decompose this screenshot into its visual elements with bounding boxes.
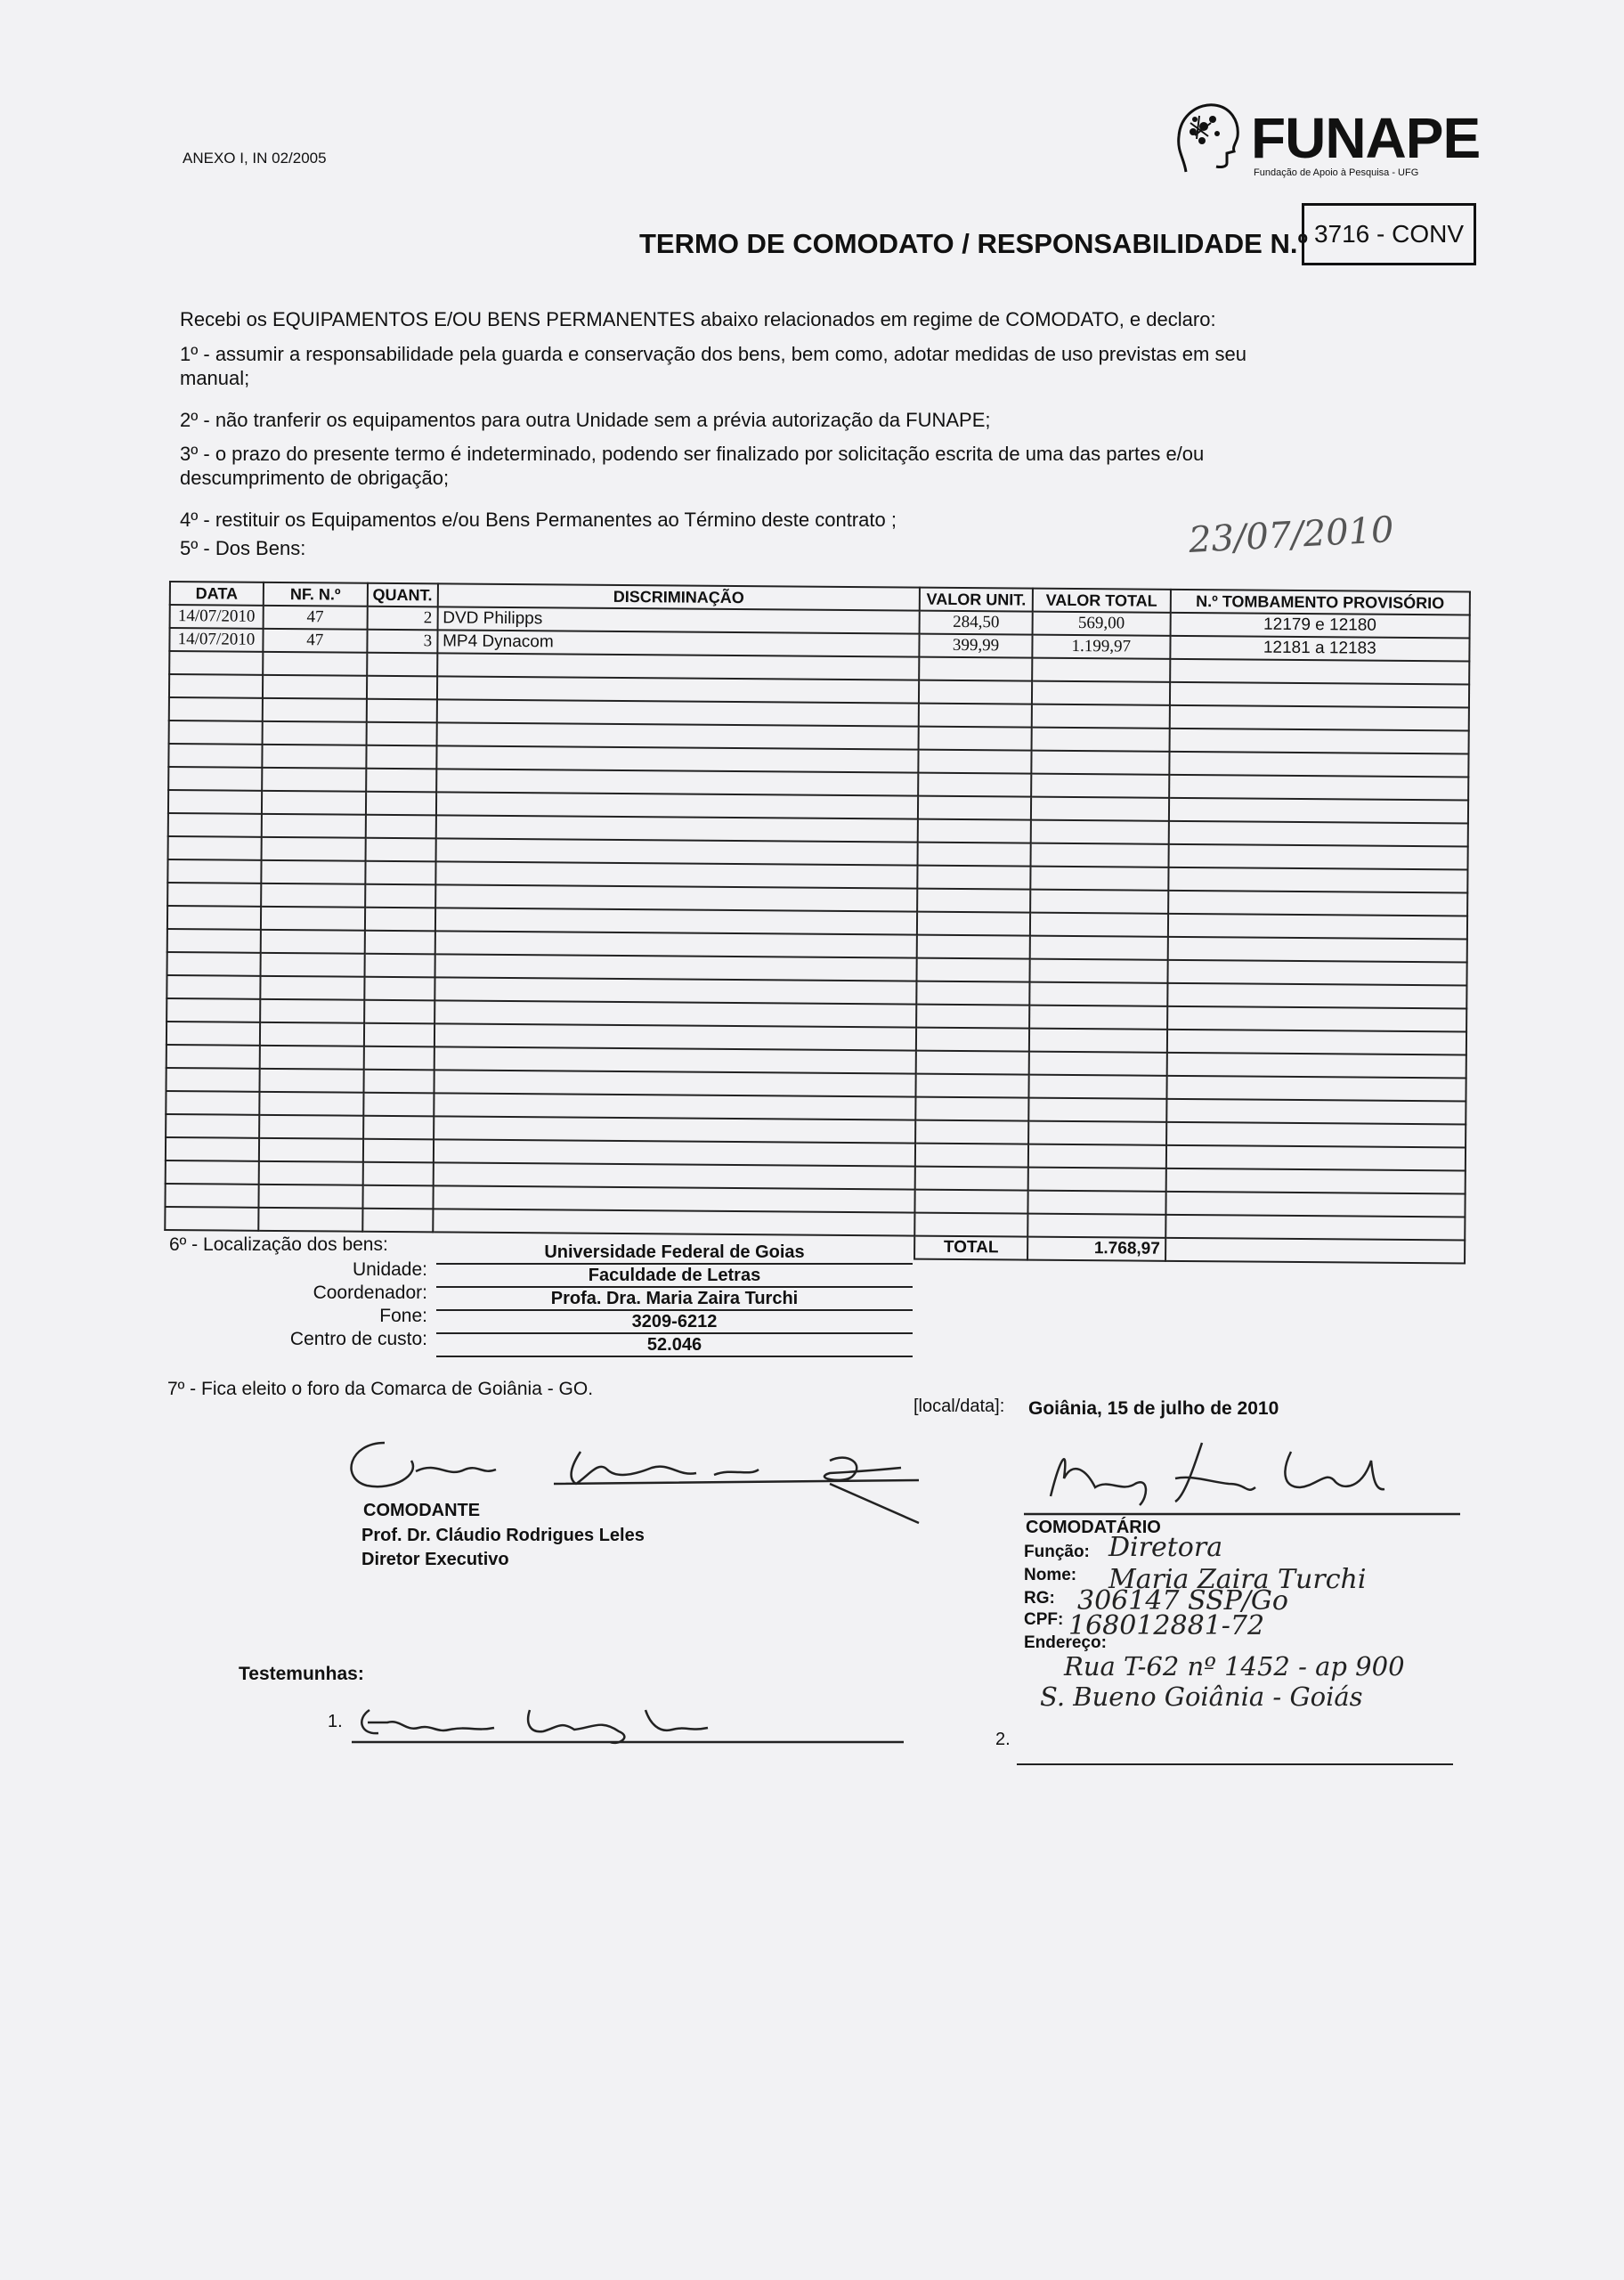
empty-cell bbox=[362, 1209, 433, 1233]
empty-cell bbox=[165, 1207, 258, 1231]
cell-total-value: 569,00 bbox=[1033, 612, 1171, 636]
empty-cell bbox=[263, 698, 367, 722]
empty-cell bbox=[1028, 1098, 1166, 1122]
empty-cell bbox=[1030, 936, 1168, 960]
empty-cell bbox=[365, 861, 435, 885]
empty-cell bbox=[1029, 1029, 1167, 1053]
empty-cell bbox=[262, 837, 366, 861]
empty-cell bbox=[258, 1208, 362, 1232]
empty-cell bbox=[260, 976, 364, 1000]
empty-cell bbox=[1029, 1006, 1167, 1030]
empty-cell bbox=[365, 838, 435, 862]
empty-cell bbox=[168, 790, 262, 814]
coordinator-value: Profa. Dra. Maria Zaira Turchi bbox=[436, 1289, 913, 1311]
empty-cell bbox=[364, 1000, 434, 1024]
empty-cell bbox=[915, 1190, 1028, 1214]
empty-cell bbox=[1030, 913, 1168, 937]
empty-cell bbox=[260, 1046, 364, 1070]
col-date: DATA bbox=[170, 582, 264, 606]
empty-cell bbox=[917, 889, 1030, 913]
local-data-value: Goiânia, 15 de julho de 2010 bbox=[1028, 1398, 1279, 1419]
empty-cell bbox=[1170, 659, 1469, 685]
empty-cell bbox=[1029, 959, 1167, 983]
empty-cell bbox=[262, 768, 366, 792]
cell-tombamento: 12179 e 12180 bbox=[1170, 613, 1469, 639]
empty-cell bbox=[166, 1045, 260, 1069]
empty-cell bbox=[1027, 1214, 1165, 1238]
col-nf: NF. N.º bbox=[264, 582, 368, 607]
witness-2-number: 2. bbox=[995, 1730, 1011, 1749]
empty-cell bbox=[919, 750, 1032, 774]
empty-cell bbox=[366, 699, 436, 723]
empty-cell bbox=[1165, 1168, 1465, 1194]
handwritten-date: 23/07/2010 bbox=[1187, 509, 1395, 562]
term-number-box bbox=[1302, 203, 1476, 265]
empty-cell bbox=[1028, 1168, 1166, 1192]
local-data-label: [local/data]: bbox=[914, 1396, 1005, 1416]
empty-cell bbox=[362, 1185, 433, 1209]
empty-cell bbox=[1169, 775, 1468, 801]
empty-cell bbox=[362, 1162, 433, 1186]
cell-qty: 3 bbox=[367, 630, 437, 654]
empty-cell bbox=[1168, 867, 1467, 893]
empty-cell bbox=[260, 1022, 364, 1046]
empty-cell bbox=[167, 859, 261, 884]
empty-cell bbox=[262, 745, 366, 769]
comodante-role: Diretor Executivo bbox=[361, 1550, 509, 1569]
witness-1-signature bbox=[352, 1692, 904, 1747]
empty-cell bbox=[917, 935, 1030, 959]
cell-nf: 47 bbox=[263, 629, 367, 653]
empty-cell bbox=[367, 676, 437, 700]
cost-center-label: Centro de custo: bbox=[289, 1329, 427, 1349]
empty-cell bbox=[1169, 752, 1468, 778]
empty-cell bbox=[1170, 682, 1469, 708]
empty-cell bbox=[1030, 890, 1168, 914]
clause-2: 2º - não tranferir os equipamentos para outra Unidade sem a prévia autorização da FUNAPE; bbox=[180, 409, 991, 431]
empty-cell bbox=[1166, 1076, 1466, 1102]
cell-date: 14/07/2010 bbox=[169, 628, 263, 652]
empty-cell bbox=[917, 958, 1030, 982]
empty-cell bbox=[166, 1160, 259, 1185]
funcao-label: Função: bbox=[1024, 1543, 1090, 1561]
empty-cell bbox=[1027, 1191, 1165, 1215]
cell-unit-value: 284,50 bbox=[920, 611, 1033, 635]
empty-cell bbox=[1166, 1122, 1466, 1148]
nome-value: Maria Zaira Turchi bbox=[1108, 1564, 1367, 1595]
empty-cell bbox=[1166, 1053, 1466, 1079]
empty-cell bbox=[169, 674, 263, 698]
phone-value: 3209-6212 bbox=[436, 1312, 913, 1334]
col-tombamento: N.º TOMBAMENTO PROVISÓRIO bbox=[1170, 590, 1469, 615]
witnesses-label: Testemunhas: bbox=[239, 1664, 364, 1684]
empty-rows bbox=[165, 651, 1469, 1240]
empty-cell bbox=[915, 1144, 1028, 1168]
empty-cell bbox=[363, 1139, 434, 1163]
empty-cell bbox=[1168, 914, 1467, 940]
empty-cell bbox=[1169, 729, 1468, 754]
cell-description: DVD Philipps bbox=[437, 607, 920, 633]
rg-value: 306147 SSP/Go bbox=[1077, 1585, 1288, 1616]
empty-cell bbox=[261, 884, 365, 908]
total-value: 1.768,97 bbox=[1027, 1237, 1165, 1261]
empty-cell bbox=[168, 744, 262, 768]
cell-date: 14/07/2010 bbox=[170, 605, 264, 629]
empty-cell bbox=[259, 1161, 363, 1185]
empty-cell bbox=[1168, 891, 1467, 916]
empty-cell bbox=[916, 981, 1029, 1006]
empty-cell bbox=[919, 657, 1032, 681]
empty-cell bbox=[364, 977, 434, 1001]
empty-cell bbox=[1165, 1192, 1465, 1217]
cell-qty: 2 bbox=[367, 607, 437, 631]
empty-cell bbox=[918, 819, 1031, 843]
empty-cell bbox=[366, 722, 436, 746]
witness-1-number: 1. bbox=[328, 1712, 343, 1731]
endereco-line-1: Rua T-62 nº 1452 - ap 900 bbox=[1064, 1651, 1405, 1682]
empty-cell bbox=[363, 1116, 434, 1140]
term-number: 3716 - CONV bbox=[1313, 220, 1465, 248]
empty-cell bbox=[259, 1092, 363, 1116]
empty-cell bbox=[167, 952, 261, 976]
empty-cell bbox=[166, 1022, 260, 1046]
empty-cell bbox=[1032, 658, 1170, 682]
col-qty: QUANT. bbox=[367, 583, 437, 607]
empty-cell bbox=[261, 907, 365, 931]
unidade-label: Unidade: bbox=[352, 1259, 427, 1280]
endereco-line-2: S. Bueno Goiânia - Goiás bbox=[1040, 1682, 1363, 1712]
empty-cell bbox=[918, 796, 1031, 820]
empty-cell bbox=[917, 912, 1030, 936]
empty-cell bbox=[263, 652, 367, 676]
clause-4: 4º - restituir os Equipamentos e/ou Bens Permanentes ao Término deste contrato ; bbox=[180, 509, 897, 531]
funape-logo bbox=[1168, 96, 1243, 182]
clause-7: 7º - Fica eleito o foro da Comarca de Goiânia - GO. bbox=[167, 1379, 594, 1399]
empty-cell bbox=[1030, 843, 1168, 867]
empty-cell bbox=[366, 745, 436, 770]
empty-cell bbox=[259, 1069, 363, 1093]
empty-cell bbox=[261, 860, 365, 884]
empty-cell bbox=[1028, 1144, 1166, 1168]
empty-cell bbox=[169, 721, 263, 745]
empty-cell bbox=[915, 1120, 1028, 1144]
empty-cell bbox=[918, 773, 1031, 797]
empty-cell bbox=[1028, 1121, 1166, 1145]
empty-cell bbox=[259, 1115, 363, 1139]
empty-cell bbox=[168, 767, 262, 791]
empty-cell bbox=[168, 836, 262, 860]
rg-label: RG: bbox=[1024, 1589, 1055, 1608]
empty-cell bbox=[1169, 705, 1468, 731]
empty-cell bbox=[1032, 728, 1170, 752]
clause-5: 5º - Dos Bens: bbox=[180, 537, 306, 559]
empty-cell bbox=[169, 651, 263, 675]
clause-6: 6º - Localização dos bens: bbox=[169, 1234, 388, 1255]
empty-cell bbox=[365, 884, 435, 908]
head-logo-icon bbox=[1168, 96, 1243, 182]
logo-subtitle: Fundação de Apoio à Pesquisa - UFG bbox=[1254, 167, 1419, 178]
empty-cell bbox=[262, 791, 366, 815]
empty-cell bbox=[166, 975, 260, 999]
empty-cell bbox=[367, 653, 437, 677]
empty-cell bbox=[1167, 1030, 1466, 1055]
unidade-value: Faculdade de Letras bbox=[436, 1266, 913, 1288]
empty-cell bbox=[166, 1068, 259, 1092]
col-total-value: VALOR TOTAL bbox=[1033, 589, 1171, 613]
comodatario-signature bbox=[1024, 1425, 1469, 1532]
empty-cell bbox=[1167, 983, 1466, 1009]
empty-cell bbox=[366, 792, 436, 816]
col-unit-value: VALOR UNIT. bbox=[920, 588, 1033, 612]
empty-cell bbox=[1166, 1145, 1466, 1171]
empty-cell bbox=[919, 680, 1032, 704]
empty-cell bbox=[263, 675, 367, 699]
empty-cell bbox=[1165, 1238, 1465, 1264]
cell-tombamento: 12181 a 12183 bbox=[1170, 636, 1469, 662]
empty-cell bbox=[1029, 1052, 1167, 1076]
empty-cell bbox=[258, 1185, 362, 1209]
col-description: DISCRIMINAÇÃO bbox=[437, 583, 920, 610]
empty-cell bbox=[1029, 982, 1167, 1006]
empty-cell bbox=[363, 1070, 434, 1094]
empty-cell bbox=[914, 1213, 1027, 1237]
empty-cell bbox=[1031, 797, 1169, 821]
cell-total-value: 1.199,97 bbox=[1032, 635, 1170, 659]
clause-1: 1º - assumir a responsabilidade pela guarda e conservação dos bens, bem como, adotar medidas de uso previstas em seu manual; bbox=[180, 343, 1246, 389]
empty-cell bbox=[260, 999, 364, 1023]
annex-label: ANEXO I, IN 02/2005 bbox=[183, 150, 327, 167]
coordinator-label: Coordenador: bbox=[313, 1282, 427, 1303]
empty-cell bbox=[1031, 820, 1169, 844]
endereco-label: Endereço: bbox=[1024, 1633, 1107, 1652]
cpf-label: CPF: bbox=[1024, 1610, 1064, 1629]
empty-cell bbox=[365, 908, 435, 932]
empty-cell bbox=[1167, 937, 1466, 963]
empty-cell bbox=[1168, 821, 1467, 847]
empty-cell bbox=[261, 930, 365, 954]
empty-cell bbox=[1031, 774, 1169, 798]
items-table bbox=[164, 581, 1471, 1264]
empty-cell bbox=[165, 1184, 258, 1208]
empty-cell bbox=[169, 697, 263, 721]
logo-text: FUNAPE bbox=[1251, 106, 1481, 170]
clause-3: 3º - o prazo do presente termo é indeterminado, podendo ser finalizado por solicitação escrita de uma das partes e/ou descumprimento de obrigação; bbox=[180, 443, 1205, 489]
empty-cell bbox=[364, 954, 434, 978]
cell-unit-value: 399,99 bbox=[920, 634, 1033, 658]
cost-center-value: 52.046 bbox=[436, 1335, 913, 1357]
comodante-label: COMODANTE bbox=[363, 1501, 481, 1520]
cell-nf: 47 bbox=[264, 606, 368, 630]
empty-cell bbox=[365, 815, 435, 839]
empty-cell bbox=[916, 1028, 1029, 1052]
empty-cell bbox=[1168, 844, 1467, 870]
empty-cell bbox=[1165, 1215, 1465, 1241]
total-label: TOTAL bbox=[914, 1236, 1027, 1260]
document-title: TERMO DE COMODATO / RESPONSABILIDADE N.º bbox=[639, 228, 1308, 259]
empty-cell bbox=[262, 814, 366, 838]
empty-cell bbox=[366, 769, 436, 793]
nome-label: Nome: bbox=[1024, 1566, 1077, 1584]
empty-cell bbox=[263, 721, 367, 745]
empty-cell bbox=[1169, 798, 1468, 824]
empty-cell bbox=[1030, 867, 1168, 891]
empty-cell bbox=[1167, 1006, 1466, 1032]
phone-label: Fone: bbox=[379, 1306, 427, 1326]
empty-cell bbox=[917, 866, 1030, 890]
empty-cell bbox=[1166, 1099, 1466, 1125]
empty-cell bbox=[259, 1138, 363, 1162]
empty-cell bbox=[166, 1114, 259, 1138]
empty-cell bbox=[915, 1167, 1028, 1191]
empty-cell bbox=[915, 1097, 1028, 1121]
empty-cell bbox=[1028, 1075, 1166, 1099]
empty-cell bbox=[166, 998, 260, 1022]
empty-cell bbox=[168, 813, 262, 837]
witness-2-line bbox=[1017, 1763, 1453, 1765]
comodatario-label: COMODATÁRIO bbox=[1026, 1518, 1161, 1537]
empty-cell bbox=[167, 906, 261, 930]
empty-cell bbox=[167, 929, 261, 953]
empty-cell bbox=[1032, 704, 1170, 729]
intro-text: Recebi os EQUIPAMENTOS E/OU BENS PERMANENTES abaixo relacionados em regime de COMODATO, e declaro: bbox=[180, 308, 1216, 330]
funcao-value: Diretora bbox=[1108, 1532, 1223, 1563]
empty-cell bbox=[919, 704, 1032, 728]
empty-cell bbox=[918, 843, 1031, 867]
empty-cell bbox=[363, 1093, 434, 1117]
empty-cell bbox=[1031, 751, 1169, 775]
empty-cell bbox=[363, 1046, 434, 1071]
institution-value: Universidade Federal de Goias bbox=[436, 1242, 913, 1265]
empty-cell bbox=[166, 1137, 259, 1161]
empty-cell bbox=[916, 1051, 1029, 1075]
comodante-name: Prof. Dr. Cláudio Rodrigues Leles bbox=[361, 1526, 645, 1545]
empty-cell bbox=[919, 727, 1032, 751]
empty-cell bbox=[916, 1005, 1029, 1029]
empty-cell bbox=[364, 931, 434, 955]
empty-cell bbox=[166, 1091, 259, 1115]
empty-cell bbox=[1032, 681, 1170, 705]
empty-cell bbox=[167, 883, 261, 907]
empty-cell bbox=[364, 1023, 434, 1047]
cpf-value: 168012881-72 bbox=[1068, 1610, 1265, 1641]
empty-cell bbox=[260, 953, 364, 977]
empty-cell bbox=[916, 1074, 1029, 1098]
cell-description: MP4 Dynacom bbox=[437, 630, 920, 656]
empty-cell bbox=[1167, 960, 1466, 986]
